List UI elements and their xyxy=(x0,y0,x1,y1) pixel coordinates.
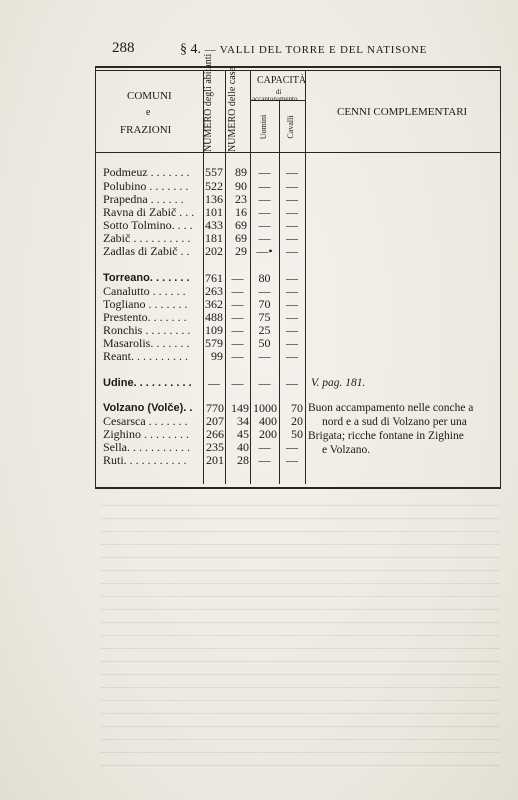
row-name: Sotto Tolmino. . . . xyxy=(103,218,193,232)
note-line: Brigata; ricche fontane in Zighine xyxy=(308,430,464,442)
row-case: — xyxy=(231,323,244,337)
row-case: — xyxy=(231,310,244,324)
row-case: 149 xyxy=(231,401,249,415)
row-case: 29 xyxy=(235,244,247,258)
row-name: Zabič . . . . . . . . . . xyxy=(103,231,191,245)
row-cavalli: 70 xyxy=(291,401,303,415)
table-right-border xyxy=(500,66,501,489)
row-name: Volzano (Volče). . xyxy=(103,402,193,414)
table-top-rule xyxy=(95,66,501,68)
row-name: Zighino . . . . . . . . xyxy=(103,427,189,441)
row-case: 69 xyxy=(235,231,247,245)
row-uomini: — xyxy=(258,165,271,179)
row-case: 69 xyxy=(235,218,247,232)
row-name: Togliano . . . . . . . xyxy=(103,297,188,311)
row-name: Torreano. . . . . . . xyxy=(103,272,190,284)
col-header-di: di xyxy=(276,88,282,96)
row-uomini: —• xyxy=(256,244,273,258)
row-name: Ruti. . . . . . . . . . . xyxy=(103,453,187,467)
col-header-cenni: CENNI COMPLEMENTARI xyxy=(337,106,468,118)
row-cavalli: — xyxy=(286,284,298,298)
row-name: Masarolis. . . . . . . xyxy=(103,336,190,350)
col-header-uomini: Uomini xyxy=(259,114,268,140)
row-name: Reant. . . . . . . . . . xyxy=(103,349,188,363)
row-case: — xyxy=(231,284,244,298)
row-cavalli: — xyxy=(286,271,298,285)
row-uomini: — xyxy=(258,218,271,232)
row-cavalli: — xyxy=(286,179,298,193)
row-uomini: — xyxy=(258,231,271,245)
row-abitanti: 263 xyxy=(205,284,223,298)
row-name: Ravna di Zabič . . . xyxy=(103,205,195,219)
row-name: Zadlas di Zabič . . xyxy=(103,244,190,258)
row-abitanti: 488 xyxy=(205,310,223,324)
row-abitanti: 201 xyxy=(206,453,224,467)
row-case: — xyxy=(231,349,244,363)
row-uomini: 200 xyxy=(259,427,277,441)
row-abitanti: — xyxy=(208,376,220,390)
col-header-accantonamento: accantonamento xyxy=(252,95,298,103)
row-abitanti: 99 xyxy=(211,349,223,363)
row-case: 16 xyxy=(235,205,247,219)
row-uomini: — xyxy=(258,376,271,390)
row-case: 23 xyxy=(235,192,247,206)
col-header-comuni: COMUNI xyxy=(127,90,172,102)
row-uomini: — xyxy=(258,284,271,298)
row-cavalli: — xyxy=(286,297,298,311)
table-bottom-rule xyxy=(95,487,501,489)
row-case: — xyxy=(231,271,244,285)
running-title xyxy=(180,42,427,58)
row-cavalli: — xyxy=(286,310,298,324)
row-cavalli: — xyxy=(286,218,298,232)
row-cavalli: — xyxy=(286,349,298,363)
chapter-title: — VALLI DEL TORRE E DEL NATISONE xyxy=(204,44,428,56)
page-number: 288 xyxy=(112,40,135,56)
row-case: 28 xyxy=(237,453,249,467)
row-abitanti: 557 xyxy=(205,165,223,179)
note-line: nord e a sud di Volzano per una xyxy=(322,416,467,428)
col-header-capacita: CAPACITÀ xyxy=(257,75,307,86)
col-header-e: e xyxy=(146,107,151,118)
note-line: e Volzano. xyxy=(322,444,371,456)
table-top-rule-inner xyxy=(95,70,501,71)
row-case: — xyxy=(231,376,244,390)
row-abitanti: 181 xyxy=(205,231,223,245)
row-uomini: 50 xyxy=(258,336,271,350)
row-cavalli: — xyxy=(286,440,298,454)
row-name: Polubino . . . . . . . xyxy=(103,179,189,193)
row-cavalli: — xyxy=(286,192,298,206)
row-case: 45 xyxy=(237,427,249,441)
row-uomini: 70 xyxy=(258,297,271,311)
header-bottom-rule xyxy=(95,152,501,153)
note-line: Buon accampamento nelle conche a xyxy=(308,402,474,414)
section-mark: § 4. xyxy=(180,42,201,57)
row-uomini: 80 xyxy=(258,271,271,285)
col-header-frazioni: FRAZIONI xyxy=(120,124,172,136)
page-header xyxy=(0,40,518,60)
row-abitanti: 522 xyxy=(205,179,223,193)
row-name: Udine. . . . . . . . . . xyxy=(103,377,192,389)
row-cavalli: — xyxy=(286,376,298,390)
row-cavalli: — xyxy=(286,453,298,467)
row-cavalli: — xyxy=(286,244,298,258)
col-header-abitanti: NUMERO degli abitanti xyxy=(203,53,214,152)
note-udine: V. pag. 181. xyxy=(311,377,366,389)
row-cavalli: — xyxy=(286,231,298,245)
row-case: — xyxy=(231,297,244,311)
row-uomini: — xyxy=(258,453,271,467)
row-uomini: — xyxy=(258,192,271,206)
row-abitanti: 770 xyxy=(206,401,224,415)
col-header-cavalli: Cavalli xyxy=(286,115,295,139)
row-cavalli: — xyxy=(286,323,298,337)
row-abitanti: 109 xyxy=(205,323,223,337)
row-cavalli: — xyxy=(286,165,298,179)
row-cavalli: 50 xyxy=(291,427,303,441)
row-uomini: 75 xyxy=(258,310,271,324)
row-cavalli: — xyxy=(286,205,298,219)
row-uomini: — xyxy=(258,179,271,193)
row-abitanti: 433 xyxy=(205,218,223,232)
row-abitanti: 207 xyxy=(206,414,224,428)
row-uomini: — xyxy=(258,349,271,363)
row-cavalli: — xyxy=(286,336,298,350)
bleed-through xyxy=(100,505,500,775)
row-name: Canalutto . . . . . . xyxy=(103,284,186,298)
row-abitanti: 266 xyxy=(206,427,224,441)
row-uomini: 25 xyxy=(258,323,271,337)
row-name: Podmeuz . . . . . . . xyxy=(103,165,190,179)
row-uomini: 1000 xyxy=(253,401,277,415)
row-name: Cesarsca . . . . . . . xyxy=(103,414,188,428)
row-abitanti: 101 xyxy=(205,205,223,219)
row-uomini: — xyxy=(258,205,271,219)
col-header-case: NUMERO delle case xyxy=(227,67,238,152)
col-divider xyxy=(305,70,306,484)
row-abitanti: 202 xyxy=(205,244,223,258)
row-cavalli: 20 xyxy=(291,414,303,428)
row-case: 40 xyxy=(237,440,249,454)
population-table xyxy=(95,53,501,492)
row-case: 34 xyxy=(237,414,249,428)
row-abitanti: 579 xyxy=(205,336,223,350)
row-case: 90 xyxy=(235,179,247,193)
row-name: Ronchis . . . . . . . . xyxy=(103,323,191,337)
row-abitanti: 761 xyxy=(205,271,223,285)
row-name: Prapedna . . . . . . xyxy=(103,192,184,206)
row-abitanti: 235 xyxy=(206,440,224,454)
row-name: Prestento. . . . . . . xyxy=(103,310,187,324)
row-case: — xyxy=(231,336,244,350)
row-uomini: — xyxy=(258,440,271,454)
row-name: Sella. . . . . . . . . . . xyxy=(103,440,190,454)
row-abitanti: 136 xyxy=(205,192,223,206)
row-abitanti: 362 xyxy=(205,297,223,311)
row-case: 89 xyxy=(235,165,247,179)
row-uomini: 400 xyxy=(259,414,277,428)
table-left-border xyxy=(95,66,96,489)
